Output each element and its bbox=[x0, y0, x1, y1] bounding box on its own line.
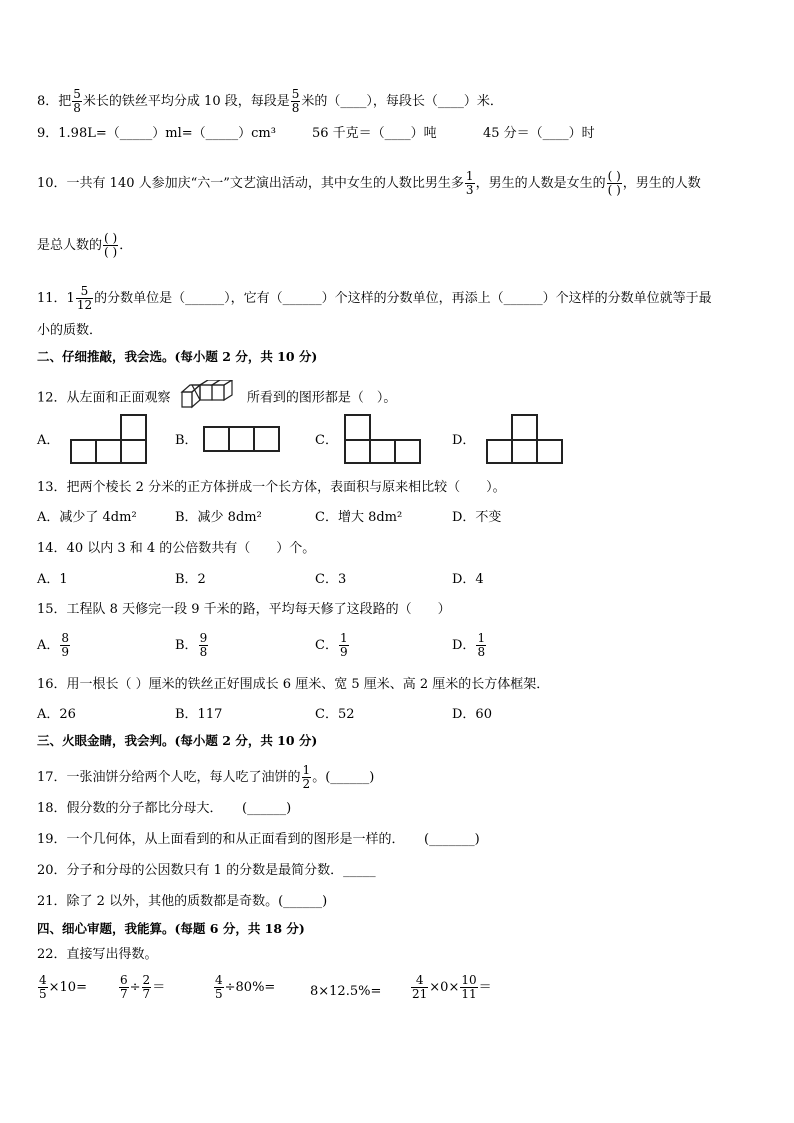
fraction: $\frac{5}{12}$ bbox=[76, 284, 93, 312]
option-a-label[interactable]: A． bbox=[37, 433, 60, 448]
option-c[interactable]: C．增大 8dm² bbox=[315, 510, 403, 525]
fraction-blank: $\frac{( )}{( )}$ bbox=[607, 169, 621, 197]
option-d-label[interactable]: D． bbox=[452, 433, 476, 448]
option-d[interactable]: D．4 bbox=[452, 572, 484, 587]
question-11: 11．1 $\frac{5}{12}$ 的分数单位是（______），它有（______）个这样的分数单位，再添上（______）个这样的分数单位就等于最 bbox=[37, 284, 712, 312]
fraction: $\frac{1}{8}$ bbox=[477, 631, 486, 659]
fraction-blank: $\frac{( )}{( )}$ bbox=[104, 231, 118, 259]
option-a[interactable]: A．1 bbox=[37, 572, 68, 587]
fraction: $\frac{5}{8}$ bbox=[73, 87, 81, 115]
cube-figure-icon bbox=[179, 380, 239, 416]
section-2-heading: 二、仔细推敲，我会选。(每小题 2 分，共 10 分) bbox=[37, 349, 318, 364]
option-b[interactable]: B． $\frac{9}{8}$ bbox=[175, 631, 208, 659]
fraction: $\frac{8}{9}$ bbox=[61, 631, 70, 659]
option-d[interactable]: D．60 bbox=[452, 707, 492, 722]
fraction: $\frac{1}{9}$ bbox=[339, 631, 348, 659]
option-a[interactable]: A．减少了 4dm² bbox=[37, 510, 137, 525]
option-d[interactable]: D． $\frac{1}{8}$ bbox=[452, 631, 486, 659]
question-11-line2: 小的质数． bbox=[37, 323, 103, 338]
fraction: $\frac{5}{8}$ bbox=[291, 87, 300, 115]
fraction: $\frac{9}{8}$ bbox=[199, 631, 208, 659]
option-b-label[interactable]: B． bbox=[175, 433, 198, 448]
question-22: 22．直接写出得数。 bbox=[37, 947, 158, 962]
option-c-label[interactable]: C． bbox=[315, 433, 338, 448]
question-8: 8．把 $\frac{5}{8}$ 米长的铁丝平均分成 10 段，每段是 $\frac{5}{8}$ 米的（____），每段长（____）米． bbox=[37, 87, 503, 115]
question-9b: 56 千克＝（____）吨 bbox=[312, 126, 437, 141]
option-b[interactable]: B．117 bbox=[175, 707, 223, 722]
expression-5: $\frac{4}{21}$ ×0× $\frac{10}{11}$ ＝ bbox=[412, 973, 492, 1001]
expression-1: $\frac{4}{5}$ ×10= bbox=[39, 973, 87, 1001]
question-18: 18．假分数的分子都比分母大． (______) bbox=[37, 801, 292, 816]
fraction: $\frac{1}{2}$ bbox=[302, 763, 311, 791]
question-9c: 45 分＝（____）时 bbox=[483, 126, 595, 141]
question-10-line2: 是总人数的 $\frac{( )}{( )}$ ． bbox=[37, 231, 133, 259]
question-12: 12．从左面和正面观察 所看到的图形都是（ ）。 bbox=[37, 380, 396, 416]
option-b[interactable]: B．2 bbox=[175, 572, 206, 587]
expression-3: $\frac{4}{5}$ ÷80%= bbox=[215, 973, 276, 1001]
question-10: 10．一共有 140 人参加庆“六一”文艺演出活动，其中女生的人数比男生多 $\frac{1}{3}$ ，男生的人数是女生的 $\frac{( )}{( )}$ ，男生的人数 bbox=[37, 169, 701, 197]
expression-4: 8×12.5%= bbox=[310, 984, 382, 999]
option-c[interactable]: C．3 bbox=[315, 572, 347, 587]
option-b[interactable]: B．减少 8dm² bbox=[175, 510, 262, 525]
question-19: 19．一个几何体，从上面看到的和从正面看到的图形是一样的． (_______) bbox=[37, 832, 480, 847]
option-a[interactable]: A． $\frac{8}{9}$ bbox=[37, 631, 70, 659]
question-14: 14．40 以内 3 和 4 的公倍数共有（ ）个。 bbox=[37, 541, 316, 556]
option-d[interactable]: D．不变 bbox=[452, 510, 502, 525]
fraction: $\frac{1}{3}$ bbox=[465, 169, 474, 197]
question-20: 20．分子和分母的公因数只有 1 的分数是最简分数．_____ bbox=[37, 863, 376, 878]
question-21: 21．除了 2 以外，其他的质数都是奇数。(______) bbox=[37, 894, 328, 909]
section-4-heading: 四、细心审题，我能算。(每题 6 分，共 18 分) bbox=[37, 921, 305, 936]
question-9a: 9．1.98L=（_____）ml=（_____）cm³ bbox=[37, 126, 276, 141]
section-3-heading: 三、火眼金睛，我会判。(每小题 2 分，共 10 分) bbox=[37, 733, 318, 748]
option-a[interactable]: A．26 bbox=[37, 707, 76, 722]
question-17: 17．一张油饼分给两个人吃，每人吃了油饼的 $\frac{1}{2}$ 。(______) bbox=[37, 763, 375, 791]
option-c[interactable]: C． $\frac{1}{9}$ bbox=[315, 631, 348, 659]
question-16: 16．用一根长（ ）厘米的铁丝正好围成长 6 厘米、宽 5 厘米、高 2 厘米的长方体框架． bbox=[37, 677, 550, 692]
option-c[interactable]: C．52 bbox=[315, 707, 355, 722]
expression-2: $\frac{6}{7}$ ÷ $\frac{2}{7}$ ＝ bbox=[120, 973, 166, 1001]
question-13: 13．把两个棱长 2 分米的正方体拼成一个长方体，表面积与原来相比较（ ）。 bbox=[37, 480, 506, 495]
question-15: 15．工程队 8 天修完一段 9 千米的路，平均每天修了这段路的（ ） bbox=[37, 602, 451, 617]
